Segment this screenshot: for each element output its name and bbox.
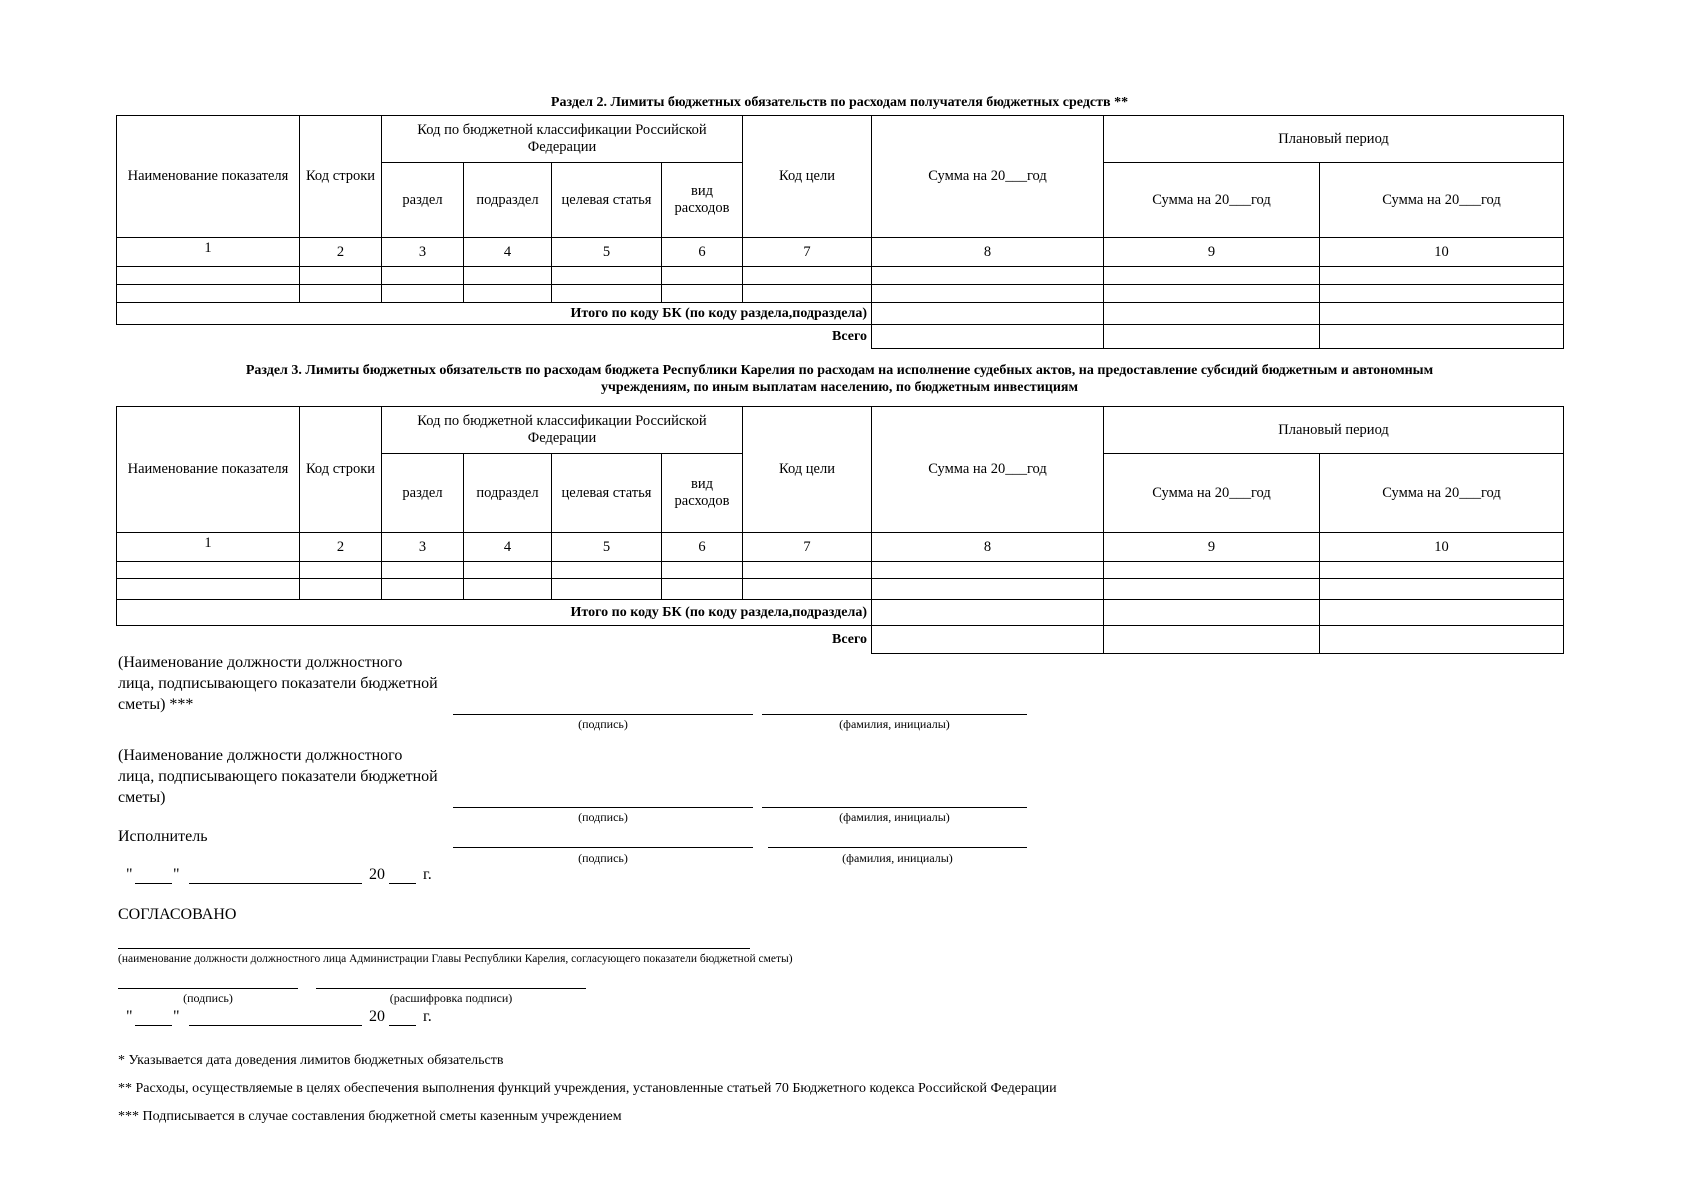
header-expense-type: вид расходов (662, 454, 743, 533)
date1-year-field[interactable] (389, 883, 416, 884)
date1-day-field[interactable] (135, 883, 172, 884)
section3-title-line1: Раздел 3. Лимиты бюджетных обязательств по расходам бюджета Республики Карелия по расходам на исполнение судебных актов, на предоставление субсидий бюджетным и автономным (245, 363, 1434, 378)
section2-title: Раздел 2. Лимиты бюджетных обязательств по расходам получателя бюджетных средств ** (550, 95, 1129, 110)
approval-decoding-line[interactable] (316, 988, 586, 989)
date2-day-field[interactable] (135, 1025, 172, 1026)
table-row (117, 285, 1564, 303)
total-by-bk-label: Итого по коду БК (по коду раздела,подраздела) (117, 303, 872, 325)
official2-position: (Наименование должности должностного лица, подписывающего показатели бюджетной сметы) (118, 747, 438, 806)
date1-month-field[interactable] (189, 883, 362, 884)
col-number: 1 (117, 238, 300, 267)
executor-label: Исполнитель (118, 828, 208, 845)
table-row (117, 579, 1564, 600)
col-number: 8 (872, 533, 1104, 562)
col-number: 5 (552, 533, 662, 562)
grand-total-row (117, 626, 1564, 654)
grand-total-label: Всего (832, 632, 867, 648)
header-row-code: Код строки (300, 116, 382, 238)
header-target-article: целевая статья (552, 163, 662, 238)
header-goal-code: Код цели (743, 407, 872, 533)
col-number: 8 (872, 238, 1104, 267)
header-expense-type: вид расходов (662, 163, 743, 238)
date2-year-prefix: 20 (369, 1008, 385, 1025)
col-number: 3 (382, 238, 464, 267)
col-number: 9 (1104, 533, 1320, 562)
official2-signature-line[interactable] (453, 807, 753, 808)
header-subsection: подраздел (464, 454, 552, 533)
date2-quote-close: " (173, 1008, 180, 1025)
total-by-bk-row (117, 303, 1564, 325)
executor-signature-line[interactable] (453, 847, 753, 848)
col-number: 3 (382, 533, 464, 562)
col-number: 1 (117, 533, 300, 562)
official2-signature-caption: (подпись) (578, 810, 628, 824)
number-row (117, 238, 1564, 267)
grand-total-row (117, 325, 1564, 349)
header-bk-group: Код по бюджетной классификации Российской Федерации (382, 116, 743, 163)
table-row (117, 562, 1564, 579)
executor-signature-caption: (подпись) (578, 851, 628, 865)
section3-title (116, 362, 1563, 396)
col-number: 4 (464, 238, 552, 267)
header-section: раздел (382, 454, 464, 533)
official2-name-line[interactable] (762, 807, 1027, 808)
executor-name-line[interactable] (768, 847, 1027, 848)
approval-signature-caption: (подпись) (183, 991, 233, 1005)
col-number: 4 (464, 533, 552, 562)
date1-year-suffix: г. (423, 866, 432, 883)
header-section: раздел (382, 163, 464, 238)
col-number: 2 (300, 238, 382, 267)
col-number: 2 (300, 533, 382, 562)
total-by-bk-label: Итого по коду БК (по коду раздела,подраздела) (117, 600, 872, 626)
col-number: 6 (662, 533, 743, 562)
date1-year-prefix: 20 (369, 866, 385, 883)
header-sum-year-2: Сумма на 20___год (1104, 163, 1320, 238)
approval-signature-line[interactable] (118, 988, 298, 989)
official2-name-caption: (фамилия, инициалы) (839, 810, 950, 824)
header-planned-period: Плановый период (1104, 116, 1564, 163)
official1-position: (Наименование должности должностного лица, подписывающего показатели бюджетной сметы) *** (118, 654, 438, 713)
header-sum-year: Сумма на 20___год (872, 407, 1104, 533)
total-by-bk-row (117, 600, 1564, 626)
executor-name-caption: (фамилия, инициалы) (842, 851, 953, 865)
date1-quote-close: " (173, 866, 180, 883)
col-number: 10 (1320, 238, 1564, 267)
section3-table (116, 406, 1564, 654)
footnote-2: ** Расходы, осуществляемые в целях обеспечения выполнения функций учреждения, установленные статьей 70 Бюджетного кодекса Российской Федерации (118, 1081, 1057, 1096)
col-number: 6 (662, 238, 743, 267)
approval-position-line[interactable] (118, 948, 750, 949)
header-subsection: подраздел (464, 163, 552, 238)
date2-year-field[interactable] (389, 1025, 416, 1026)
approval-position-caption: (наименование должности должностного лица Администрации Главы Республики Карелия, согласующего показатели бюджетной сметы) (118, 953, 793, 965)
official1-name-caption: (фамилия, инициалы) (839, 717, 950, 731)
header-sum-year-3: Сумма на 20___год (1320, 454, 1564, 533)
table-row (117, 267, 1564, 285)
header-row-code: Код строки (300, 407, 382, 533)
header-name: Наименование показателя (117, 116, 300, 238)
approval-heading: СОГЛАСОВАНО (118, 906, 237, 923)
footnote-1: * Указывается дата доведения лимитов бюджетных обязательств (118, 1053, 504, 1068)
header-target-article: целевая статья (552, 454, 662, 533)
col-number: 7 (743, 238, 872, 267)
col-number: 7 (743, 533, 872, 562)
date2-month-field[interactable] (189, 1025, 362, 1026)
header-sum-year: Сумма на 20___год (872, 116, 1104, 238)
header-name: Наименование показателя (117, 407, 300, 533)
official1-signature-caption: (подпись) (578, 717, 628, 731)
official1-signature-line[interactable] (453, 714, 753, 715)
col-number: 10 (1320, 533, 1564, 562)
header-sum-year-2: Сумма на 20___год (1104, 454, 1320, 533)
date2-quote-open: " (126, 1008, 133, 1025)
grand-total-label: Всего (832, 329, 867, 345)
col-number: 5 (552, 238, 662, 267)
section2-table (116, 115, 1564, 349)
header-planned-period: Плановый период (1104, 407, 1564, 454)
header-goal-code: Код цели (743, 116, 872, 238)
approval-decoding-caption: (расшифровка подписи) (389, 991, 513, 1005)
official1-name-line[interactable] (762, 714, 1027, 715)
header-sum-year-3: Сумма на 20___год (1320, 163, 1564, 238)
col-number: 9 (1104, 238, 1320, 267)
footnote-3: *** Подписывается в случае составления бюджетной сметы казенным учреждением (118, 1109, 622, 1124)
section3-title-line2: учреждениям, по иным выплатам населению, по бюджетным инвестициям (600, 380, 1079, 395)
number-row (117, 533, 1564, 562)
header-bk-group: Код по бюджетной классификации Российской Федерации (382, 407, 743, 454)
date2-year-suffix: г. (423, 1008, 432, 1025)
date1-quote-open: " (126, 866, 133, 883)
